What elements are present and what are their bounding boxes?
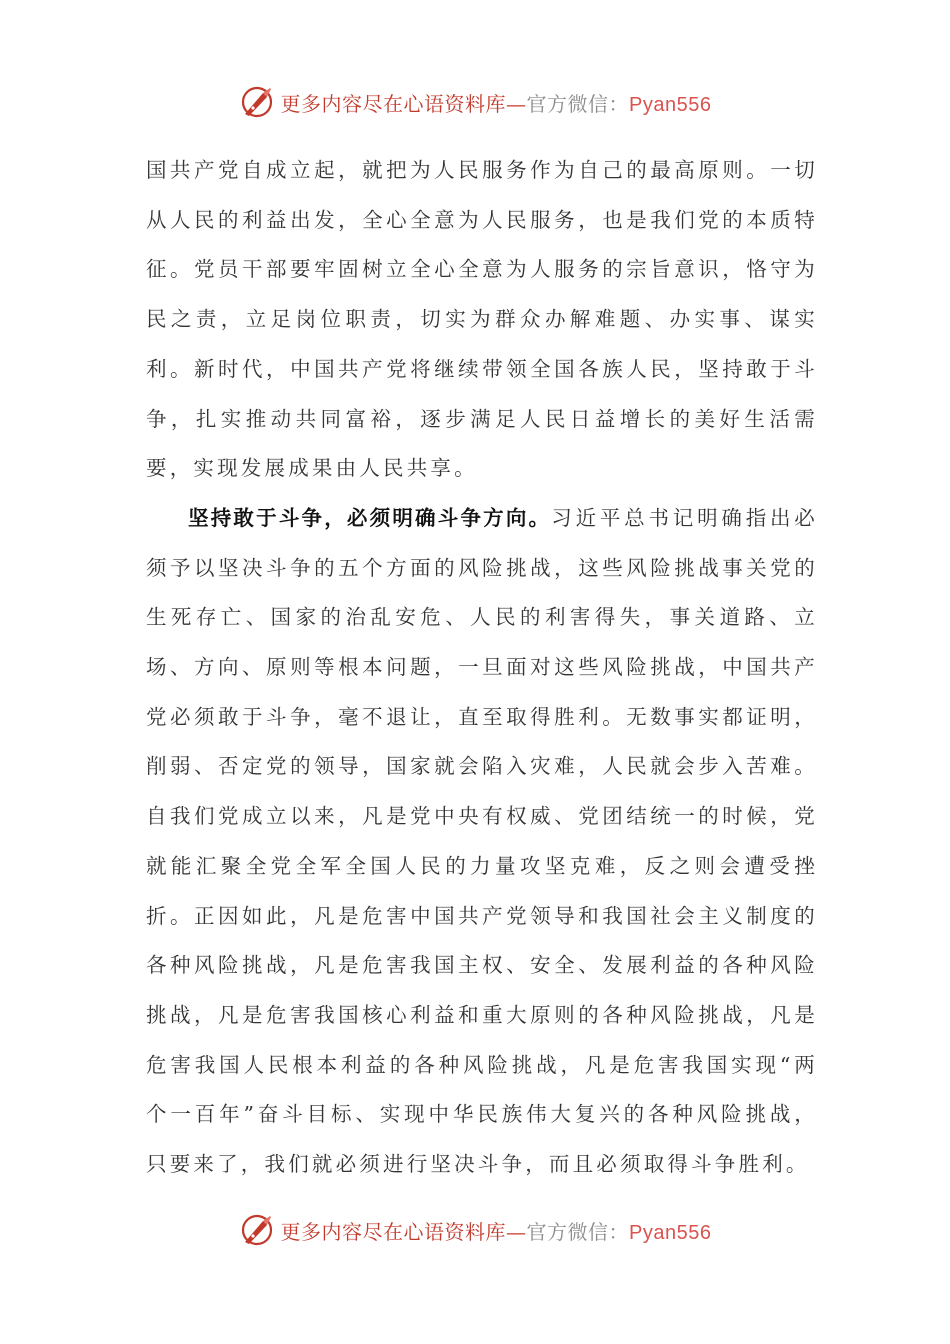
watermark-id: Pyan556 [629, 93, 712, 116]
paragraph-2-body: 习近平总书记明确指出必须予以坚决斗争的五个方面的风险挑战，这些风险挑战事关党的生死存亡、国家的治乱安危、人民的利害得失，事关道路、立场、方向、原则等根本问题，一旦面对这些风险挑战，中国共产党必须敢于斗争，毫不退让，直至取得胜利。无数事实都证明，削弱、否定党的领导，国家就会陷入灾难，人民就会步入苦难。自我们党成立以来，凡是党中央有权威、党团结统一的时候，党就能汇聚全党全军全国人民的力量攻坚克难，反之则会遭受挫折。正因如此，凡是危害中国共产党领导和我国社会主义制度的各种风险挑战，凡是危害我国主权、安全、发展利益的各种风险挑战，凡是危害我国核心利益和重大原则的各种风险挑战，凡是危害我国人民根本利益的各种风险挑战，凡是危害我国实现“两个一百年”奋斗目标、实现中华民族伟大复兴的各种风险挑战，只要来了，我们就必须进行坚决斗争，而且必须取得斗争胜利。 [146, 505, 818, 1177]
watermark-text [281, 1216, 712, 1245]
watermark-sub: 官方微信： [526, 1219, 630, 1244]
paragraph-2-lead: 坚持敢于斗争，必须明确斗争方向。 [188, 505, 552, 530]
pen-nib-logo-icon [239, 84, 275, 120]
watermark-main: 更多内容尽在心语资料库 [280, 1219, 507, 1244]
pen-nib-logo-icon [239, 1212, 275, 1248]
watermark-id: Pyan556 [629, 1221, 712, 1244]
paragraph-1: 国共产党自成立起，就把为人民服务作为自己的最高原则。一切从人民的利益出发，全心全意为人民服务，也是我们党的本质特征。党员干部要牢固树立全心全意为人服务的宗旨意识，恪守为民之责，立足岗位职责，切实为群众办解难题、办实事、谋实利。新时代，中国共产党将继续带领全国各族人民，坚持敢于斗争，扎实推动共同富裕，逐步满足人民日益增长的美好生活需要，实现发展成果由人民共享。 [146, 158, 818, 481]
watermark-main: 更多内容尽在心语资料库 [280, 91, 507, 116]
footer-watermark [0, 1210, 950, 1250]
watermark-dash: — [506, 1219, 527, 1244]
header-watermark [0, 82, 950, 122]
watermark-dash: — [506, 91, 527, 116]
document-body [146, 146, 818, 1190]
watermark-sub: 官方微信： [526, 91, 630, 116]
paragraph-2 [146, 494, 818, 1190]
watermark-text [281, 88, 712, 117]
